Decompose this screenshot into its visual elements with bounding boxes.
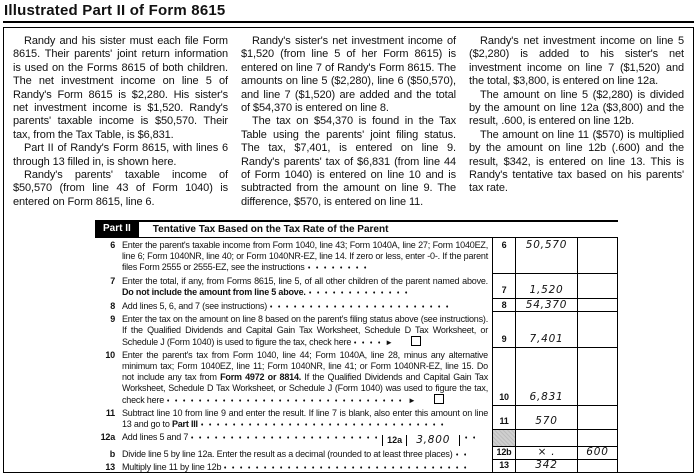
dot-leader (167, 399, 405, 402)
form-row-12a (95, 430, 618, 447)
dot-leader (308, 266, 370, 269)
line-number: 13 (105, 461, 115, 472)
amount-cell (516, 312, 578, 348)
intro-paragraph: The amount on line 5 ($2,280) is divided by the amount on line 12a ($3,800) and the result, .600, is entered on line 12b. (469, 88, 684, 128)
line-number: b (109, 448, 115, 459)
dot-leader (465, 436, 475, 439)
page-title: Illustrated Part II of Form 8615 (4, 2, 226, 19)
amount-cell (516, 274, 578, 299)
intro-column-2 (241, 35, 456, 209)
line-number-box: 11 (492, 406, 516, 430)
line-text (122, 240, 488, 274)
line-number: 12a (100, 432, 115, 443)
dot-leader (456, 453, 466, 456)
cents-cell (578, 312, 618, 348)
line-text-segment: Add lines 5 and 7 (122, 432, 189, 443)
line-text-segment: Enter the tax on the amount on line 8 based on the parent's filing status above (see instructions). If the Qualified Dividends and Capital Gain Tax Worksheet, Schedule D Tax Worksheet, or Schedule J (Form 1040) is used to figure the tax, check here (122, 314, 488, 348)
inline-amount-box (382, 435, 460, 447)
line-number: 7 (110, 276, 115, 287)
cents-value: 600 (586, 446, 609, 459)
line-text-segment: Enter the total, if any, from Forms 8615, line 5, of all other children of the parent named above. (122, 276, 488, 287)
cents-cell (578, 447, 618, 460)
line-text-segment: Form 4972 or 8814. (220, 372, 302, 383)
line-text-segment: Multiply line 11 by line 12b (122, 461, 222, 472)
amount-value: 7,401 (529, 333, 564, 346)
form-row-10 (95, 348, 618, 406)
amount-value: 342 (535, 459, 558, 472)
intro-paragraph: Randy's sister's net investment income of $1,520 (from line 5 of her Form 8615) is entered on line 7 of Randy's Form 8615. The amounts on line 5 ($2,280), line 6 ($50,570), and line 7 ($1,520) are added and the total of $54,370 is entered on line 8. (241, 35, 456, 115)
cents-cell (578, 348, 618, 406)
dot-leader (191, 436, 377, 439)
intro-paragraph: The amount on line 11 ($570) is multiplied by the amount on line 12b (.600) and the result, $342, is entered on line 13. This is Randy's tentative tax based on his parents' tax rate. (469, 128, 684, 195)
cents-cell (578, 299, 618, 312)
tax-worksheet-checkbox[interactable] (411, 336, 421, 346)
form-row-description (95, 447, 492, 460)
line-number-box: 13 (492, 460, 516, 473)
form-row-description (95, 430, 492, 447)
line-text (122, 432, 488, 447)
line-text-segment: If the Qualified Dividends and Capital Gain Tax Worksheet, Schedule D Tax Worksheet, or Schedule J (Form 1040) was used to figure the tax, check here (122, 372, 489, 406)
line-number-box: 10 (492, 348, 516, 406)
amount-cell (516, 447, 578, 460)
amount-cell (516, 238, 578, 274)
line-number-box: 6 (492, 238, 516, 274)
form-row-description (95, 274, 492, 299)
line-number: 10 (105, 350, 115, 361)
amount-value: × . (537, 446, 556, 459)
form-row-description (95, 406, 492, 430)
line-number: 9 (110, 314, 115, 325)
amount-value: 6,831 (529, 391, 564, 404)
intro-paragraph: Randy's net investment income on line 5 ($2,280) is added to his sister's net investment income on line 7 ($1,520) and the total, $3,800, is entered on line 12a. (469, 35, 684, 88)
form-row-description (95, 460, 492, 473)
line-text (122, 350, 488, 406)
form-row-13 (95, 460, 618, 473)
line-number-box (492, 430, 516, 447)
cents-cell (578, 274, 618, 299)
intro-paragraph: The tax on $54,370 is found in the Tax Table using the parents' joint filing status. The tax, $7,401, is entered on line 9. Randy's parents' tax of $6,831 (from line 44 of Form 1040) is entered on line 10 and is subtracted from the amount on line 9. The difference, $570, is entered on line 11. (241, 115, 456, 208)
form-row-7 (95, 274, 618, 299)
amount-value: 570 (535, 415, 558, 428)
line-text (122, 462, 488, 473)
line-text (122, 301, 488, 312)
amount-cell (516, 348, 578, 406)
line-number-box: 7 (492, 274, 516, 299)
form-row-9 (95, 312, 618, 348)
dot-leader (354, 341, 382, 344)
content-box (3, 27, 694, 473)
amount-cell (516, 460, 578, 473)
line-number: 6 (110, 240, 115, 251)
inline-box-amount: 3,800 (407, 435, 460, 446)
line-text (122, 449, 488, 460)
intro-paragraph: Randy and his sister must each file Form 8615. Their parents' joint return information is used on the Forms 8615 of both children. The net investment income on line 5 of Randy's Form 8615 is $2,280. His sister's net investment income is $1,520. Randy's parents' taxable income is $50,570. Their tax, from the Tax Table, is $6,831. (13, 35, 228, 141)
dot-leader (309, 291, 413, 294)
dot-leader (201, 423, 447, 426)
title-bar (3, 2, 694, 23)
line-text-segment: Do not include the amount from line 5 above. (122, 287, 306, 298)
amount-value: 50,570 (525, 239, 568, 252)
line-number-box: 12b (492, 447, 516, 460)
form-rows (95, 238, 618, 473)
line-text-segment: Add lines 5, 6, and 7 (see instructions) (122, 301, 268, 312)
part-label: Part II (95, 222, 139, 237)
intro-columns (13, 35, 684, 209)
form-row-description (95, 312, 492, 348)
line-text-segment: Part III (171, 419, 198, 430)
amount-value: 54,370 (525, 298, 568, 311)
cents-cell (578, 430, 618, 447)
line-text (122, 276, 488, 299)
dot-leader (270, 305, 452, 308)
tax-worksheet-checkbox[interactable] (434, 394, 444, 404)
line-number: 11 (105, 408, 115, 419)
form-row-description (95, 299, 492, 312)
form-row-8 (95, 299, 618, 312)
form-row-description (95, 348, 492, 406)
line-number-box: 8 (492, 299, 516, 312)
form-row-11 (95, 406, 618, 430)
line-text-segment: Enter the parent's taxable income from Form 1040, line 43; Form 1040A, line 27; Form 1040EZ, line 6; Form 1040NR, line 40; or Form 1040NR-EZ, line 14. If zero or less, enter -0-. If the parent files Form 2555 or 2555-EZ, see the instructions (122, 240, 488, 273)
line-number: 8 (110, 301, 115, 312)
intro-paragraph: Randy's parents' taxable income of $50,570 (from line 43 of Form 1040) is entered on Form 8615, line 6. (13, 169, 228, 208)
arrow-right-icon: ► (408, 396, 416, 406)
cents-cell (578, 460, 618, 473)
form-row-12b (95, 447, 618, 460)
inline-box-line-label: 12a (382, 435, 407, 446)
amount-cell (516, 406, 578, 430)
intro-column-1 (13, 35, 228, 209)
line-number-box: 9 (492, 312, 516, 348)
line-text (122, 314, 488, 348)
intro-paragraph: Part II of Randy's Form 8615, with lines 6 through 13 filled in, is shown here. (13, 142, 228, 168)
part-title: Tentative Tax Based on the Tax Rate of the Parent (152, 224, 389, 236)
line-text-segment: Enter the parent's tax from Form 1040, line 44; Form 1040A, line 28, minus any alternative minimum tax; Form 1040EZ, line 11; Form 1040NR, line 41; or Form 1040NR-EZ, line 15. Do not include any tax from (122, 350, 488, 383)
line-text (122, 408, 488, 430)
line-text-segment: Divide line 5 by line 12a. Enter the result as a decimal (rounded to at least three places) (122, 448, 453, 459)
form-8615-part2 (95, 220, 618, 473)
amount-cell (516, 430, 578, 447)
cents-cell (578, 238, 618, 274)
dot-leader (224, 466, 472, 469)
form-row-description (95, 238, 492, 274)
form-row-6 (95, 238, 618, 274)
amount-cell (516, 299, 578, 312)
arrow-right-icon: ► (385, 338, 394, 348)
amount-value: 1,520 (529, 284, 564, 297)
form-part-header (95, 220, 618, 238)
line-text-segment: Subtract line 10 from line 9 and enter the result. If line 7 is blank, also enter this amount on line 13 and go to (122, 408, 488, 430)
cents-cell (578, 406, 618, 430)
intro-column-3 (469, 35, 684, 209)
